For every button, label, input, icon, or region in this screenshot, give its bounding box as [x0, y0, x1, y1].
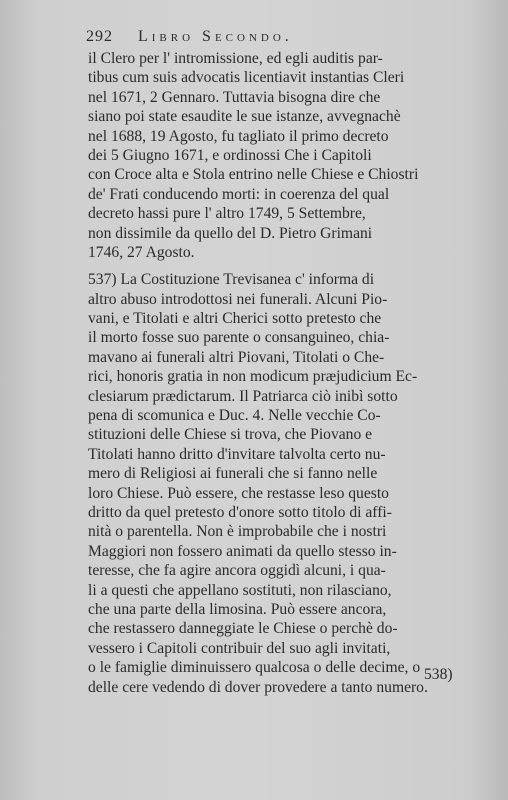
text-line: dei 5 Giugno 1671, e ordinossi Che i Capitoli	[88, 146, 372, 164]
catchword: 538)	[424, 666, 453, 683]
text-line: siano poi state esaudite le sue istanze, avvegnachè	[88, 108, 401, 126]
text-line: li a questi che appellano sostituti, non rilasciano,	[88, 581, 392, 599]
page-header	[86, 28, 418, 48]
text-line: mavano ai funerali altri Piovani, Titolati o Che-	[88, 348, 385, 366]
text-line: decreto hassi pure l' altro 1749, 5 Settembre,	[88, 205, 366, 223]
text-line: il Clero per l' intromissione, ed egli auditis par-	[88, 50, 383, 67]
paragraph-536-continuation	[88, 49, 488, 262]
text-line: clesiarum prædictarum. Il Patriarca ciò inibì sotto	[88, 387, 398, 405]
text-line: dritto da quel pretesto d'onore sotto titolo di affi-	[88, 503, 392, 521]
text-line: delle cere vedendo di dover provedere a tanto numero.	[88, 678, 428, 696]
text-line: teresse, che fa agire ancora oggidì alcuni, i qua-	[88, 562, 386, 580]
text-line: che una parte della limosina. Può essere ancora,	[88, 600, 387, 618]
text-line: o le famiglie diminuissero qualcosa o delle decime, o	[88, 659, 421, 677]
text-line: Titolati hanno dritto d'invitare talvolta certo nu-	[88, 445, 386, 463]
text-line: nità o parentella. Non è improbabile che i nostri	[88, 523, 387, 541]
text-line: tibus cum suis advocatis licentiavit instantias Cleri	[88, 69, 405, 87]
text-line: nel 1688, 19 Agosto, fu tagliato il primo decreto	[88, 127, 389, 145]
page-number: 292	[86, 28, 113, 45]
text-line: vani, e Titolati e altri Cherici sotto pretesto che	[88, 310, 382, 328]
body-text	[88, 49, 488, 697]
text-line: vessero i Capitoli contribuir del suo agli invitati,	[88, 639, 391, 657]
text-line: rici, honoris gratia in non modicum præjudicium Ec-	[88, 368, 418, 386]
paragraph-gap	[88, 262, 488, 270]
text-line: de' Frati conducendo morti: in coerenza del qual	[88, 185, 390, 203]
text-line: 537) La Costituzione Trevisanea c' informa di	[88, 271, 375, 289]
text-line: pena di scomunica e Duc. 4. Nelle vecchie Co-	[88, 407, 381, 425]
text-line: mero di Religiosi ai funerali che si fanno nelle	[88, 465, 378, 483]
text-line: altro abuso introdottosi nei funerali. Alcuni Pio-	[88, 290, 388, 308]
text-line: 1746, 27 Agosto.	[88, 243, 195, 261]
text-line: stituzioni delle Chiese si trova, che Piovano e	[88, 426, 373, 444]
text-line: il morto fosse suo parente o consanguineo, chia-	[88, 329, 390, 347]
text-line: loro Chiese. Può essere, che restasse leso questo	[88, 484, 389, 502]
text-line: nel 1671, 2 Gennaro. Tuttavia bisogna dire che	[88, 88, 381, 106]
running-title: Libro Secondo.	[138, 28, 293, 45]
text-line: che restassero danneggiate le Chiese o perchè do-	[88, 620, 398, 638]
text-line: non dissimile da quello del D. Pietro Grimani	[88, 224, 373, 242]
text-line: con Croce alta e Stola entrino nelle Chiese e Chiostri	[88, 166, 419, 184]
text-line: Maggiori non fossero animati da quello stesso in-	[88, 542, 397, 560]
paragraph-537	[88, 270, 488, 697]
